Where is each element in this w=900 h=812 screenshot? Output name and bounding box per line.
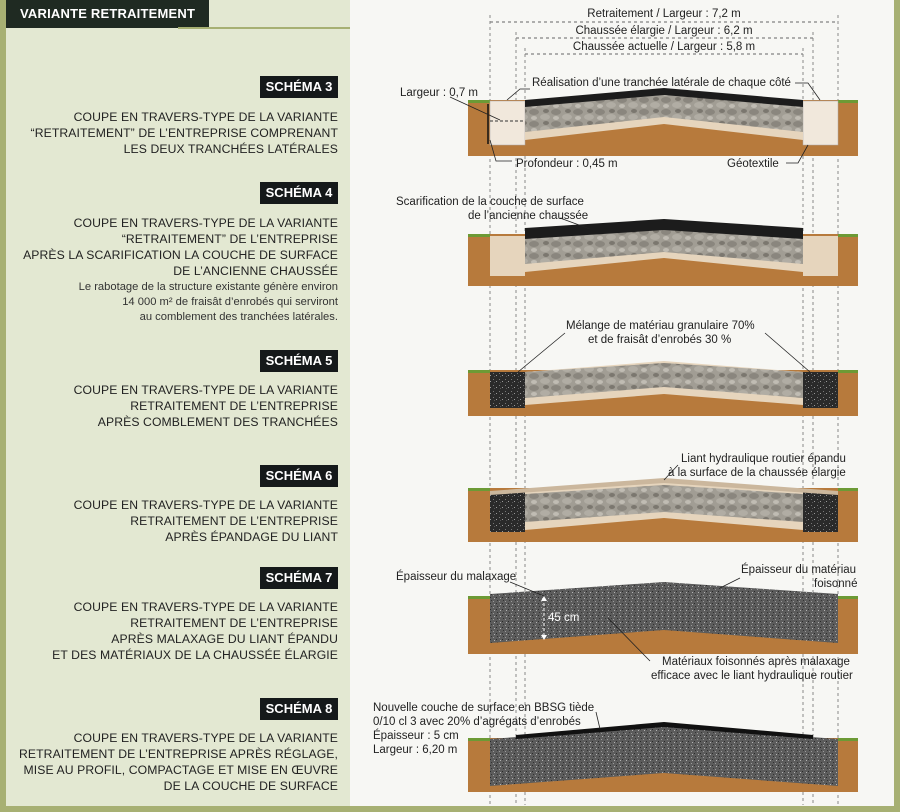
s4-scarif-1: Scarification de la couche de surface: [396, 196, 584, 208]
dim-retraitement: Retraitement / Largeur : 7,2 m: [587, 8, 741, 20]
backfill-right: [803, 372, 838, 408]
s7-malaxage: Épaisseur du malaxage: [396, 571, 517, 583]
s6-liant-2: à la surface de la chaussée élargie: [668, 467, 846, 479]
s7-materiaux-1: Matériaux foisonnés après malaxage: [662, 656, 850, 668]
schema-8-badge: SCHÉMA 8: [260, 698, 338, 720]
schema-4-note-line-2: 14 000 m² de fraisât d’enrobés qui serviront: [122, 295, 338, 308]
s7-materiaux-2: efficace avec le liant hydraulique routier: [651, 670, 853, 682]
s8-nouvelle-4: Largeur : 6,20 m: [373, 744, 458, 756]
schema-7-line-2: RETRAITEMENT DE L’ENTREPRISE: [130, 616, 338, 630]
schema-5-line-1: COUPE EN TRAVERS-TYPE DE LA VARIANTE: [73, 383, 338, 397]
schema-8-line-2: RETRAITEMENT DE L’ENTREPRISE APRÈS RÉGLAGE,: [19, 747, 338, 761]
schema-4-line-2: “RETRAITEMENT” DE L’ENTREPRISE: [121, 232, 338, 246]
backfill-left: [490, 372, 525, 408]
schema-7-line-4: ET DES MATÉRIAUX DE LA CHAUSSÉE ÉLARGIE: [52, 648, 338, 662]
schema-6-line-1: COUPE EN TRAVERS-TYPE DE LA VARIANTE: [73, 498, 338, 512]
s4-scarif-2: de l’ancienne chaussée: [468, 210, 589, 222]
dim-elargie: Chaussée élargie / Largeur : 6,2 m: [575, 25, 753, 37]
schema-3-line-1: COUPE EN TRAVERS-TYPE DE LA VARIANTE: [73, 110, 338, 124]
s7-foisonne-1: Épaisseur du matériau: [741, 564, 857, 576]
schema-5-badge: SCHÉMA 5: [260, 350, 338, 372]
s3-geotextile: Géotextile: [727, 158, 779, 170]
schema-7-diagram: [468, 578, 858, 661]
schema-4-line-3: APRÈS LA SCARIFICATION LA COUCHE DE SURFACE: [23, 248, 338, 262]
s7-foisonne-2: foisonné: [814, 578, 858, 590]
s6-liant-1: Liant hydraulique routier épandu: [681, 453, 846, 465]
schema-6-line-3: APRÈS ÉPANDAGE DU LIANT: [165, 530, 338, 544]
schema-4-line-4: DE L’ANCIENNE CHAUSSÉE: [173, 264, 338, 278]
schema-8-line-3: MISE AU PROFIL, COMPACTAGE ET MISE EN ŒUVRE: [23, 763, 338, 777]
header-title: VARIANTE RETRAITEMENT: [6, 0, 209, 28]
s3-largeur: Largeur : 0,7 m: [400, 87, 478, 99]
schema-8-line-1: COUPE EN TRAVERS-TYPE DE LA VARIANTE: [73, 731, 338, 745]
schema-4-line-1: COUPE EN TRAVERS-TYPE DE LA VARIANTE: [73, 216, 338, 230]
s8-nouvelle-2: 0/10 cl 3 avec 20% d’agrégats d’enrobés: [373, 716, 581, 728]
schema-6-line-2: RETRAITEMENT DE L’ENTREPRISE: [130, 514, 338, 528]
s5-melange-1: Mélange de matériau granulaire 70%: [566, 320, 755, 332]
s7-cm: 45 cm: [548, 612, 580, 624]
s8-nouvelle-3: Épaisseur : 5 cm: [373, 730, 459, 742]
schema-4-note-line-1: Le rabotage de la structure existante génère environ: [78, 281, 338, 293]
s3-tranchee: Réalisation d’une tranchée latérale de chaque côté: [532, 77, 791, 89]
schema-4-badge: SCHÉMA 4: [260, 182, 338, 204]
trench-right: [803, 101, 838, 145]
schema-8-line-4: DE LA COUCHE DE SURFACE: [163, 779, 338, 793]
schema-7-line-1: COUPE EN TRAVERS-TYPE DE LA VARIANTE: [73, 600, 338, 614]
schema-3-badge: SCHÉMA 3: [260, 76, 338, 98]
s5-melange-2: et de fraisât d’enrobés 30 %: [588, 334, 732, 346]
schema-3-line-3: LES DEUX TRANCHÉES LATÉRALES: [123, 142, 338, 156]
schema-3-diagram: [450, 83, 858, 163]
dim-actuelle: Chaussée actuelle / Largeur : 5,8 m: [572, 41, 756, 53]
schema-4-diagram: [468, 218, 858, 286]
s8-nouvelle-1: Nouvelle couche de surface en BBSG tiède: [373, 702, 595, 714]
schema-7-badge: SCHÉMA 7: [260, 567, 338, 589]
schema-3-line-2: “RETRAITEMENT” DE L’ENTREPRISE COMPRENANT: [30, 126, 338, 140]
schema-5-line-2: RETRAITEMENT DE L’ENTREPRISE: [130, 399, 338, 413]
trench-left: [490, 101, 525, 145]
schema-6-badge: SCHÉMA 6: [260, 465, 338, 487]
schema-7-line-3: APRÈS MALAXAGE DU LIANT ÉPANDU: [111, 632, 338, 646]
schema-5-line-3: APRÈS COMBLEMENT DES TRANCHÉES: [97, 415, 338, 429]
schema-4-note-line-3: au comblement des tranchées latérales.: [139, 310, 338, 323]
s3-profondeur: Profondeur : 0,45 m: [516, 158, 618, 170]
